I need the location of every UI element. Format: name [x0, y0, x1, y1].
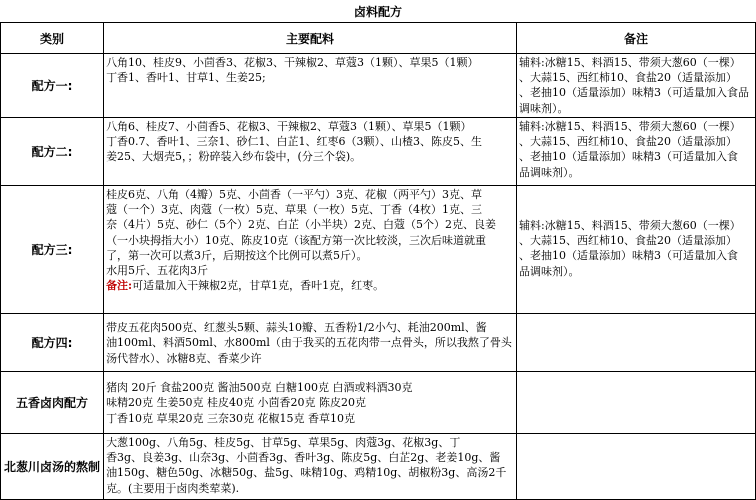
- note-line: 、大蒜15、西红柿10、食盐20（适量添加）: [519, 71, 738, 85]
- ingredient-line: 蔻（一个）3克、肉蔻（一枚）5克、草果（一枚）5克、丁香（4枚）1克、三: [106, 203, 483, 217]
- ingredient-line: 克。(主要用于卤肉类荤菜).: [106, 481, 240, 495]
- ingredient-line: 油100ml、料酒50ml、水800ml（由于我买的五花肉带一点骨头，所以我熬了骨头: [106, 336, 512, 350]
- header-notes: 备注: [517, 23, 756, 54]
- notes-cell: [517, 434, 756, 500]
- header-ingredients: 主要配料: [104, 23, 517, 54]
- ingredient-line: 大葱100g、八角5g、桂皮5g、甘草5g、草果5g、肉蔻3g、花椒3g、丁: [106, 436, 461, 449]
- note-line: 品调味剂）。: [519, 165, 580, 179]
- ingredient-line: 猪肉 20斤 食盐200克 酱油500克 白糖100克 白酒或料酒30克: [106, 381, 413, 395]
- ingredient-line: 香3g、良姜3g、山奈3g、小茴香3g、香叶3g、陈皮5g、白芷2g、老姜10g、酱: [106, 451, 501, 465]
- ingredient-line: 桂皮6克、八角（4瓣）5克、小茴香（一平勺）3克、花椒（两平勺）3克、草: [106, 188, 483, 201]
- table-row: [1, 372, 756, 434]
- ingredient-line: 奈（4片）5克、砂仁（5个）2克、白芷（小半块）2克、白蔻（5个）2克、良姜: [106, 218, 497, 232]
- category-cell: 配方四:: [1, 314, 104, 372]
- category-cell: 配方三:: [1, 186, 104, 314]
- note-line: 、大蒜15、西红柿10、食盐20（适量添加）: [519, 135, 738, 149]
- ingredients-cell: [104, 118, 517, 186]
- note-line: 辅料:冰糖15、料酒15、带须大葱60（一棵）: [519, 56, 741, 69]
- notes-cell: [517, 186, 756, 314]
- ingredient-line: 了，第一次可以煮3斤，后期按这个比例可以煮5斤）。: [106, 248, 368, 262]
- ingredient-line: 姜25、大烟壳5，；粉碎装入纱布袋中，(分三个袋)。: [106, 150, 362, 164]
- ingredient-line: 水用5斤、五花肉3斤: [106, 264, 209, 278]
- ingredients-cell: [104, 54, 517, 118]
- table-row: [1, 186, 756, 314]
- table-row: [1, 314, 756, 372]
- table-row: [1, 434, 756, 500]
- remark-line: [106, 278, 514, 293]
- notes-cell: [517, 314, 756, 372]
- category-cell: 配方二:: [1, 118, 104, 186]
- table-row: [1, 54, 756, 118]
- category-cell: 五香卤肉配方: [1, 372, 104, 434]
- notes-cell: [517, 118, 756, 186]
- note-line: 、大蒜15、西红柿10、食盐20（适量添加）: [519, 234, 738, 248]
- category-cell: 北葱川卤汤的熬制: [1, 434, 104, 500]
- ingredient-line: 丁香10克 草果20克 三奈30克 花椒15克 香草10克: [106, 411, 356, 425]
- remark-label: 备注:: [106, 279, 133, 293]
- ingredient-line: （一小块拇指大小）10克、陈皮10克（该配方第一次比较淡，三次后味道就重: [106, 233, 487, 247]
- remark-text: 可适量加入干辣椒2克，甘草1克，香叶1克，红枣。: [132, 279, 385, 293]
- ingredients-cell: [104, 186, 517, 314]
- ingredient-line: 丁香1、香叶1、甘草1、生姜25;: [106, 71, 266, 85]
- note-line: 辅料:冰糖15、料酒15、带须大葱60（一棵）: [519, 120, 741, 133]
- ingredient-line: 丁香0.7、香叶1、三奈1、砂仁1、白芷1、红枣6（3颗）、山楂3、陈皮5、生: [106, 135, 483, 149]
- sheet-title: 卤料配方: [1, 0, 756, 23]
- note-line: 调味剂）。: [519, 101, 569, 115]
- table-row: [1, 118, 756, 186]
- ingredient-line: 味精20克 生姜50克 桂皮40克 小茴香20克 陈皮20克: [106, 396, 367, 410]
- notes-cell: [517, 372, 756, 434]
- ingredient-line: 带皮五花肉500克、红葱头5颗、蒜头10瓣、五香粉1/2小勺、耗油200ml、酱: [106, 321, 487, 335]
- category-cell: 配方一:: [1, 54, 104, 118]
- notes-cell: [517, 54, 756, 118]
- note-line: 、老抽10（适量添加）味精3（可适量加入食: [519, 150, 739, 164]
- note-line: 、老抽10（适量添加）味精3（可适量加入食: [519, 249, 739, 263]
- ingredient-line: 八角10、桂皮9、小茴香3、花椒3、干辣椒2、草蔻3（1颗）、草果5（1颗）: [106, 56, 479, 69]
- note-line: 品调味剂）。: [519, 264, 580, 278]
- ingredients-cell: [104, 434, 517, 500]
- note-line: 、老抽10（适量添加）味精3（可适量加入食品: [519, 86, 750, 100]
- ingredient-line: 汤代替水）、冰糖8克、香菜少许: [106, 351, 262, 365]
- ingredients-cell: [104, 372, 517, 434]
- note-line: 辅料:冰糖15、料酒15、带须大葱60（一棵）: [519, 219, 741, 232]
- ingredients-cell: [104, 314, 517, 372]
- ingredient-line: 油150g、糖色50g、冰糖50g、盐5g、味精10g、鸡精10g、胡椒粉3g、高汤2千: [106, 466, 507, 480]
- ingredient-line: 八角6、桂皮7、小茴香5、花椒3、干辣椒2、草蔻3（1颗）、草果5（1颗）: [106, 120, 472, 133]
- header-category: 类别: [1, 23, 104, 54]
